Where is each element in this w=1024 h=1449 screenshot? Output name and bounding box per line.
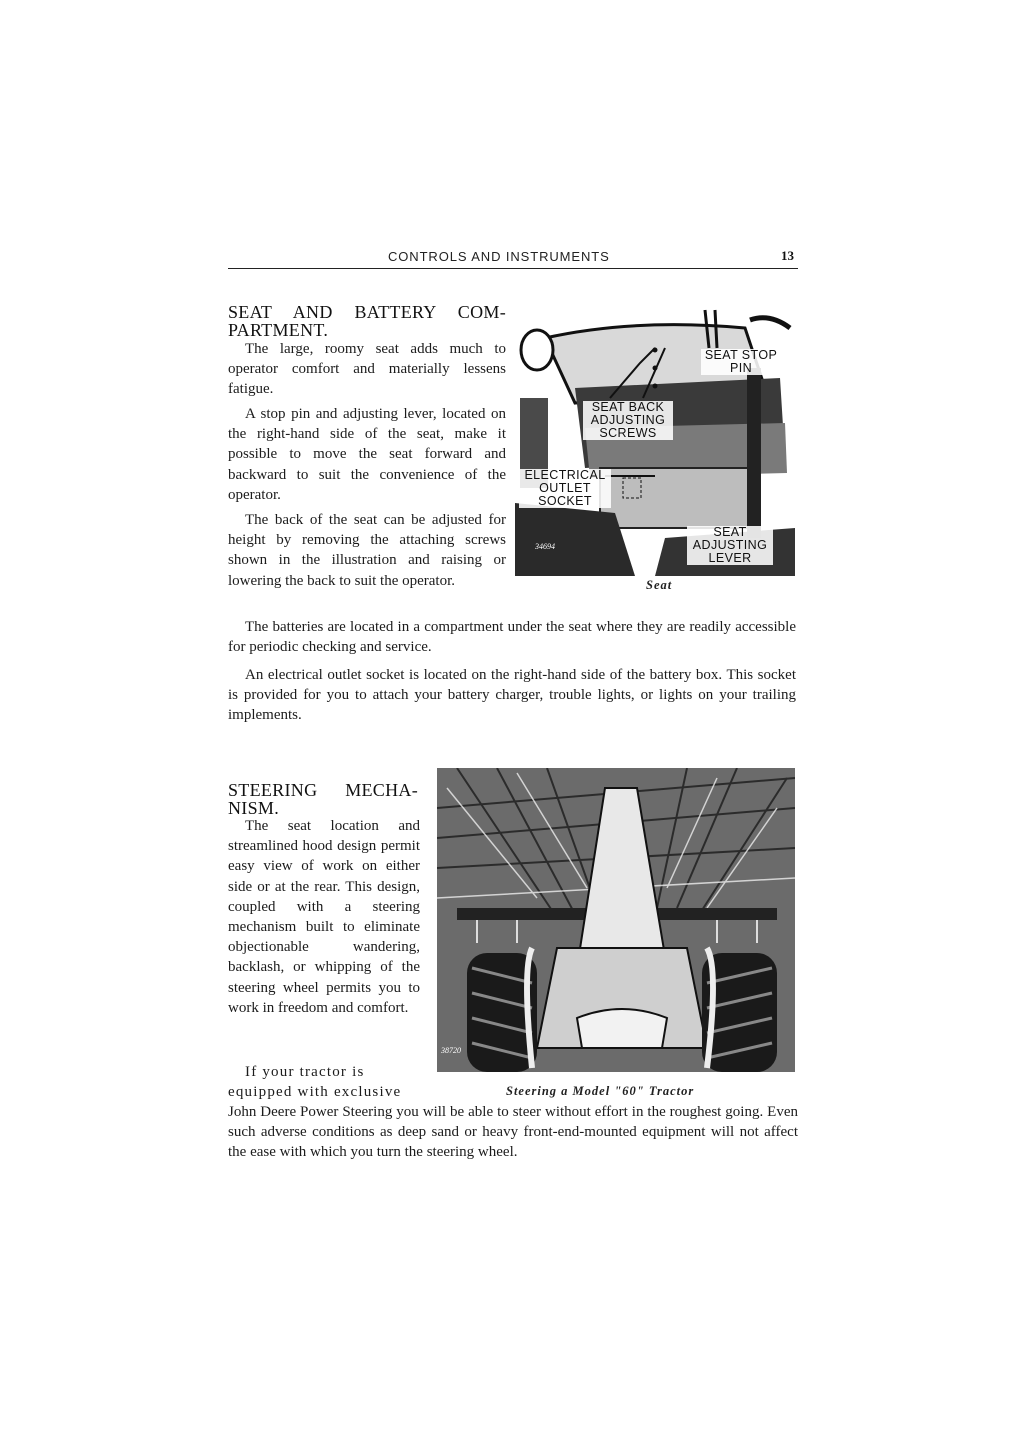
label-seat-stop-pin: SEAT STOP PIN — [701, 349, 781, 375]
steering-paragraph-1: The seat location and streamlined hood design permit easy view of work on either side or at the rear. This design, coupled with a steering mechanism built to eliminate objectionable wandering, backlash, or whipping of the steering wheel permits you to work in freedom and comfort. — [228, 818, 420, 1016]
seat-paragraph-2: A stop pin and adjusting lever, located on the right-hand side of the seat, make it possible to move the seat forward and backward to suit the convenience of the operator. — [228, 406, 506, 503]
label-electrical-outlet-socket: ELECTRICAL OUTLET SOCKET — [519, 469, 611, 508]
steering-paragraph-2-rest: John Deere Power Steering you will be able to steer without effort in the roughest going. Even such adverse conditions as deep sand or heavy front-end-mounted equipment will not affect the ease with which you turn the steering wheel. — [228, 1104, 798, 1161]
seat-photo — [515, 308, 795, 576]
seat-section-heading — [228, 303, 506, 339]
steering-heading-line2: NISM. — [228, 798, 280, 818]
tractor-illustration — [437, 768, 795, 1072]
seat-heading-line2: PARTMENT. — [228, 320, 329, 340]
seat-photo-number: 34694 — [535, 542, 555, 551]
running-title: CONTROLS AND INSTRUMENTS — [388, 249, 610, 264]
page-number: 13 — [781, 248, 794, 263]
steering-section-heading — [228, 781, 418, 817]
seat-figure-caption: Seat — [646, 578, 673, 592]
steering-heading-line1: STEERING MECHA- — [228, 780, 418, 800]
page-header — [228, 248, 798, 269]
steering-paragraph-2-start: If your tractor is equipped with exclusive — [228, 1064, 402, 1101]
seat-heading-line1: SEAT AND BATTERY COM- — [228, 302, 506, 322]
seat-paragraph-5: An electrical outlet socket is located on the right-hand side of the battery box. This socket is provided for you to attach your battery charger, trouble lights, or lights on your trailing implements. — [228, 667, 796, 724]
seat-paragraph-1: The large, roomy seat adds much to operator comfort and materially lessens fatigue. — [228, 341, 506, 398]
steering-figure-caption: Steering a Model "60" Tractor — [506, 1084, 695, 1098]
steering-photo — [437, 768, 795, 1072]
seat-paragraph-4: The batteries are located in a compartment under the seat where they are readily accessible for periodic checking and service. — [228, 619, 796, 656]
seat-paragraph-3: The back of the seat can be adjusted for height by removing the attaching screws shown in the illustration and raising or lowering the back to suit the operator. — [228, 512, 506, 589]
steering-photo-number: 38720 — [441, 1046, 461, 1055]
label-seat-back-adjusting-screws: SEAT BACK ADJUSTING SCREWS — [583, 401, 673, 440]
label-seat-adjusting-lever: SEAT ADJUSTING LEVER — [687, 526, 773, 565]
